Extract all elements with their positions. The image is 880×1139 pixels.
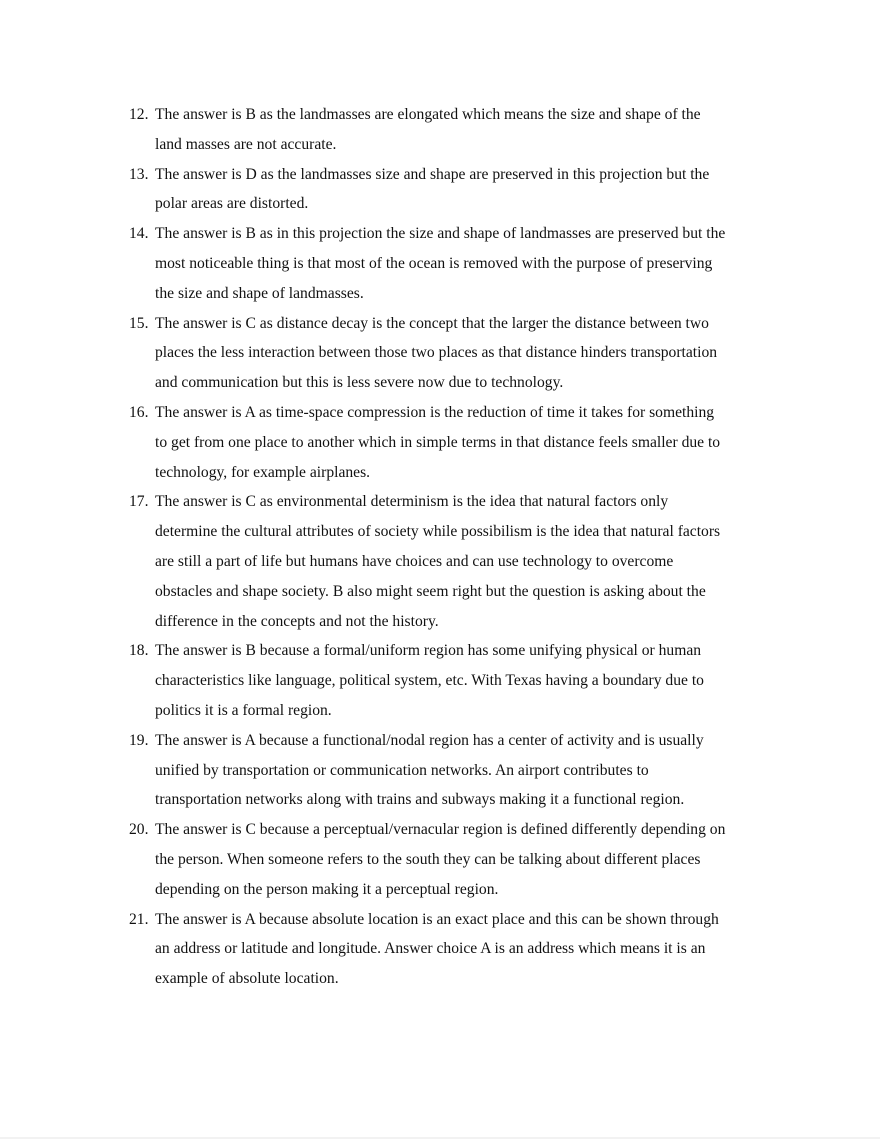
answer-list	[129, 100, 789, 994]
text-line: the size and shape of landmasses.	[155, 284, 364, 302]
answer-item-19	[129, 726, 789, 815]
text-line: The answer is B as in this projection the size and shape of landmasses are preserved but the	[155, 225, 726, 243]
answer-text	[155, 905, 789, 994]
item-number: 21.	[129, 910, 149, 928]
text-line: land masses are not accurate.	[155, 135, 337, 153]
text-line: The answer is C as distance decay is the concept that the larger the distance between two	[155, 314, 709, 332]
item-number: 13.	[129, 165, 149, 183]
item-number: 16.	[129, 403, 149, 421]
text-line: transportation networks along with trains and subways making it a functional region.	[155, 791, 685, 809]
text-line: obstacles and shape society. B also might seem right but the question is asking about the	[155, 582, 706, 600]
text-line: are still a part of life but humans have choices and can use technology to overcome	[155, 552, 674, 570]
text-line: places the less interaction between those two places as that distance hinders transportation	[155, 344, 718, 362]
item-number: 15.	[129, 314, 149, 332]
answer-item-12	[129, 100, 789, 160]
answer-item-20	[129, 815, 789, 904]
text-line: The answer is A as time-space compression is the reduction of time it takes for something	[155, 403, 715, 421]
item-number: 18.	[129, 642, 149, 660]
text-line: The answer is C because a perceptual/vernacular region is defined differently depending on	[155, 821, 726, 839]
text-line: The answer is D as the landmasses size and shape are preserved in this projection but the	[155, 165, 710, 183]
answer-text	[155, 636, 789, 725]
text-line: unified by transportation or communication networks. An airport contributes to	[155, 761, 649, 779]
text-line: The answer is A because a functional/nodal region has a center of activity and is usually	[155, 731, 704, 749]
text-line: characteristics like language, political system, etc. With Texas having a boundary due to	[155, 672, 704, 690]
text-line: The answer is A because absolute location is an exact place and this can be shown through	[155, 910, 719, 928]
answer-text	[155, 219, 789, 308]
item-number: 14.	[129, 225, 149, 243]
text-line: example of absolute location.	[155, 970, 339, 988]
text-line: an address or latitude and longitude. Answer choice A is an address which means it is an	[155, 940, 706, 958]
text-line: to get from one place to another which in simple terms in that distance feels smaller due to	[155, 433, 721, 451]
answer-text	[155, 100, 789, 160]
answer-item-14	[129, 219, 789, 308]
text-line: technology, for example airplanes.	[155, 463, 371, 481]
answer-text	[155, 815, 789, 904]
answer-text	[155, 726, 789, 815]
text-line: The answer is B as the landmasses are elongated which means the size and shape of the	[155, 106, 701, 123]
item-number: 12.	[129, 106, 149, 123]
answer-item-18	[129, 636, 789, 725]
answer-text	[155, 309, 789, 398]
item-number: 20.	[129, 821, 149, 839]
answer-text	[155, 398, 789, 487]
text-line: and communication but this is less severe now due to technology.	[155, 374, 564, 392]
text-line: politics it is a formal region.	[155, 701, 332, 719]
answer-item-13	[129, 160, 789, 220]
text-line: polar areas are distorted.	[155, 195, 309, 213]
text-line: most noticeable thing is that most of the ocean is removed with the purpose of preserving	[155, 254, 713, 272]
text-line: the person. When someone refers to the south they can be talking about different places	[155, 850, 701, 868]
answer-text	[155, 160, 789, 220]
answer-item-17	[129, 487, 789, 636]
text-line: The answer is B because a formal/uniform region has some unifying physical or human	[155, 642, 702, 660]
item-number: 19.	[129, 731, 149, 749]
text-line: depending on the person making it a perceptual region.	[155, 880, 499, 898]
item-number: 17.	[129, 493, 149, 511]
text-line: difference in the concepts and not the history.	[155, 612, 439, 630]
answer-item-21	[129, 905, 789, 994]
text-line: determine the cultural attributes of society while possibilism is the idea that natural factors	[155, 523, 721, 541]
answer-item-15	[129, 309, 789, 398]
answer-text	[155, 487, 789, 636]
answer-item-16	[129, 398, 789, 487]
text-line: The answer is C as environmental determinism is the idea that natural factors only	[155, 493, 669, 511]
